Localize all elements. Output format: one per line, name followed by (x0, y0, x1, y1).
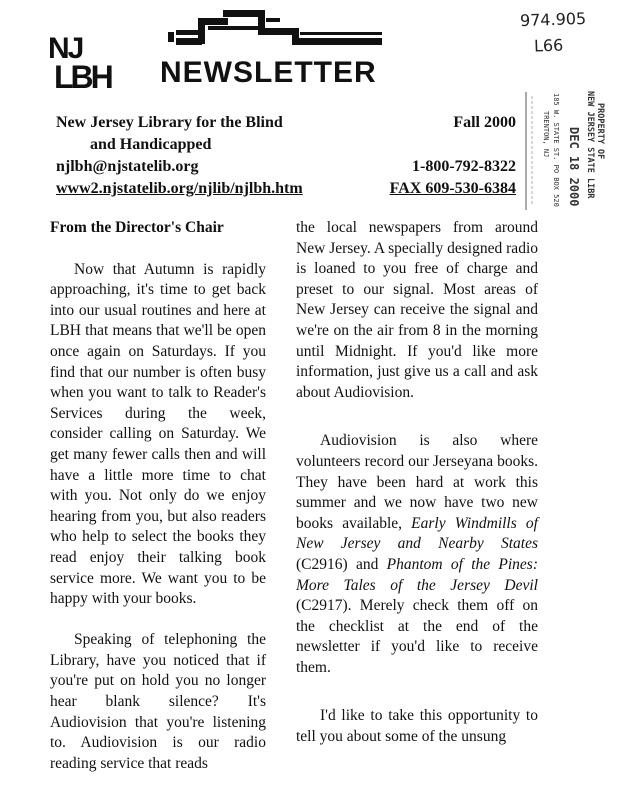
svg-text:NEW JERSEY STATE LIBR: NEW JERSEY STATE LIBR (585, 91, 595, 199)
svg-text:DEC 18 2000: DEC 18 2000 (567, 127, 581, 207)
svg-text:NJ: NJ (48, 32, 83, 65)
handwritten-call-number: 974.905 (519, 8, 587, 31)
book-title: Early Windmills of New Jersey and Nearby States (296, 514, 538, 553)
article-paragraph (296, 431, 538, 678)
library-received-stamp (518, 86, 618, 216)
org-website-link[interactable]: www2.njstatelib.org/njlib/njlbh.htm (56, 180, 303, 197)
issue-date: Fall 2000 (453, 114, 516, 131)
article-paragraph: Now that Autumn is rapidly approaching, it's time to get back into our usual routines and here at LBH that means that we'll be open once again on Saturdays. If you find that our number is often busy when you want to talk to Reader's Services during the week, consider calling on Saturday. We get many fewer calls then and will have a little more time to chat with you. Not only do we enjoy hearing from you, but also readers who help to select the books they read enjoy their talking book service more. We want you to be happy with your books. (50, 260, 266, 608)
article-heading: From the Director's Chair (50, 219, 224, 236)
handwritten-call-number-suffix: L66 (533, 35, 564, 56)
svg-text:LBH: LBH (54, 59, 111, 90)
article-paragraph: I'd like to take this opportunity to tell you about some of the unsung (296, 707, 538, 746)
org-name-line2: and Handicapped (90, 136, 212, 153)
book-title: Phantom of the Pines: More Tales of the Jersey Devil (296, 555, 539, 594)
article-paragraph: Speaking of telephoning the Library, have you noticed that if you're put on hold you no longer hear blank silence? It's Audiovision that you're listening to. Audiovision is our radio reading service that reads (50, 631, 266, 772)
svg-text:185 W. STATE ST. PO BOX 520: 185 W. STATE ST. PO BOX 520 (552, 93, 560, 207)
paragraph-text: (C2917). Merely check them off on the checklist at the end of the newsletter if you'd like to receive them. (296, 597, 538, 676)
newsletter-title: NEWSLETTER (160, 56, 377, 89)
paragraph-text: (C2916) and (296, 555, 387, 573)
svg-text:PROPERTY OF: PROPERTY OF (595, 103, 605, 160)
article-paragraph: the local newspapers from around New Jersey. A specially designed radio is loaned to you free of charge and preset to our signal. Most areas of New Jersey can receive the signal and we're on the air from 8 in the morning until Midnight. If you'd like more information, just give us a call and ask about Audiovision. (296, 219, 538, 401)
org-name-line1: New Jersey Library for the Blind (56, 114, 283, 131)
issue-contact (372, 112, 516, 200)
phone-number: 1-800-792-8322 (412, 158, 516, 175)
fax-number: FAX 609-530-6384 (389, 180, 516, 197)
org-email[interactable]: njlbh@njstatelib.org (56, 158, 199, 175)
article-right-column (296, 218, 538, 768)
paragraph-text: Audiovision is also where volunteers record our Jerseyana books. They have been hard at work this summer and we now have two new books available, (296, 432, 538, 532)
svg-text:TRENTON, NJ: TRENTON, NJ (542, 111, 550, 158)
org-info (56, 112, 303, 200)
article-left-column (50, 218, 266, 795)
